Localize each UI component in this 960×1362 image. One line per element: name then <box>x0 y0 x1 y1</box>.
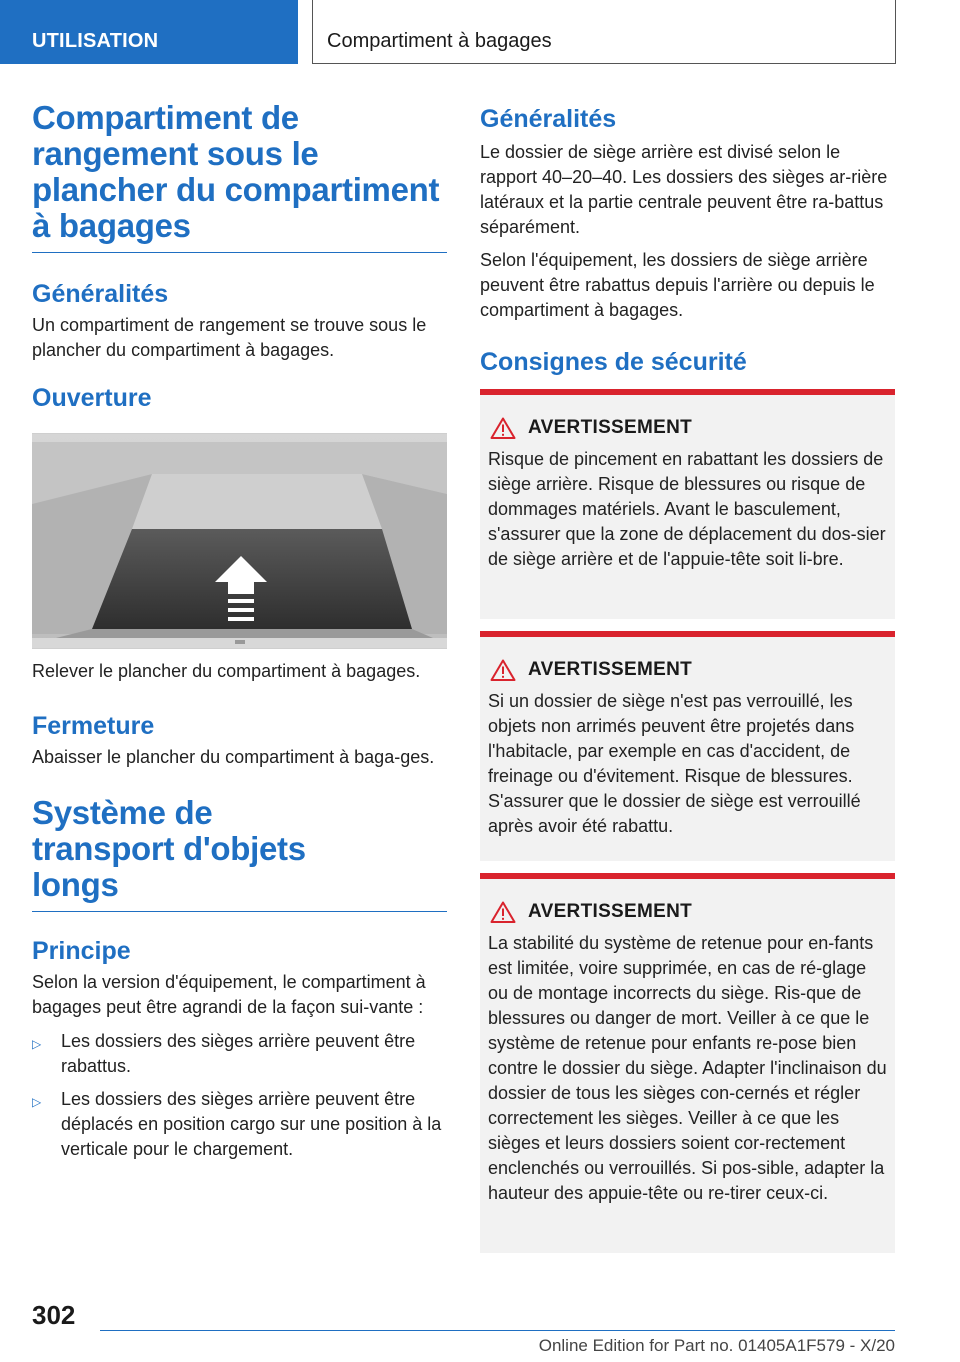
topic-header <box>312 0 896 64</box>
trunk-floor-figure <box>32 433 447 649</box>
bullet-list <box>32 1029 447 1162</box>
warning-triangle-icon <box>490 659 516 681</box>
list-item <box>32 1029 447 1079</box>
right-general-heading: Généralités <box>480 105 617 133</box>
warning-text: Si un dossier de siège n'est pas verrouillé, les objets non arrimés peuvent être projetés dans l'habitacle, par exemple en cas d'accident, de freinage ou d'évitement. Risque de blessures. S'assurer que le dossier de siège est verrouillé après avoir été rabattu. <box>488 691 861 836</box>
title-rule <box>32 252 447 253</box>
principle-text: Selon la version d'équipement, le compartiment à bagages peut être agrandi de la façon sui-vante : <box>32 972 426 1017</box>
warning-title: AVERTISSEMENT <box>528 417 693 438</box>
list-item <box>32 1087 447 1162</box>
principle-heading: Principe <box>32 937 131 965</box>
footer-edition: Online Edition for Part no. 01405A1F579 - X/20 <box>538 1336 895 1355</box>
system-title-rule <box>32 911 447 912</box>
bullet-text: Les dossiers des sièges arrière peuvent être déplacés en position cargo sur une position à la verticale pour le chargement. <box>61 1089 442 1159</box>
warning-triangle-icon <box>490 901 516 923</box>
general-text: Un compartiment de rangement se trouve sous le plancher du compartiment à bagages. <box>32 315 427 360</box>
topic-label: Compartiment à bagages <box>327 30 552 52</box>
page-title: Compartiment de rangement sous le plancher du compartiment à bagages <box>32 99 440 244</box>
bullet-text: Les dossiers des sièges arrière peuvent être rabattus. <box>61 1031 416 1076</box>
section-label: UTILISATION <box>32 30 159 52</box>
page-number: 302 <box>32 1300 76 1330</box>
warning-text: La stabilité du système de retenue pour en-fants est limitée, voire supprimée, en cas de ré-glage ou de montage incorrects du siège. Ris-que de blessures ou danger de mort. Veiller à ce que le système de retenue pour enfants re-pose bien contre le dossier du siège. Adapter l'inclinaison du dossier de tous les sièges con-cernés et régler correctement les sièges. Veiller à ce que les sièges et leurs dossiers soient cor-rectement enclenchés ou verrouillés. Si pos-sible, adapter la hauteur des appuie-tête ou re-tirer ceux-ci. <box>488 933 887 1203</box>
left-column <box>32 100 447 1162</box>
figure-caption: Relever le plancher du compartiment à bagages. <box>32 661 421 681</box>
opening-heading: Ouverture <box>32 384 152 412</box>
closing-heading: Fermeture <box>32 712 155 740</box>
warning-box <box>480 873 895 1253</box>
section-tab <box>0 0 298 64</box>
warning-box <box>480 389 895 619</box>
triangle-bullet-icon: ▷ <box>32 1037 42 1051</box>
warning-title: AVERTISSEMENT <box>528 659 693 680</box>
trunk-floor-illustration <box>32 434 447 649</box>
right-column <box>480 100 895 377</box>
warning-triangle-icon <box>490 417 516 439</box>
right-general-text-1: Le dossier de siège arrière est divisé selon le rapport 40–20–40. Les dossiers des sièges ar-rière latéraux et la partie centrale peuvent être ra-battus séparément. <box>480 142 888 237</box>
triangle-bullet-icon: ▷ <box>32 1095 42 1109</box>
general-heading: Généralités <box>32 280 169 308</box>
system-title: Système de transport d'objets longs <box>32 794 306 903</box>
right-general-text-2: Selon l'équipement, les dossiers de siège arrière peuvent être rabattus depuis l'arrière ou depuis le compartiment à bagages. <box>480 250 875 320</box>
closing-text: Abaisser le plancher du compartiment à baga-ges. <box>32 747 435 767</box>
footer-rule <box>100 1330 895 1331</box>
warning-text: Risque de pincement en rabattant les dossiers de siège arrière. Risque de blessures ou risque de dommages matériels. Avant le basculement, s'assurer que la zone de déplacement du dos-sier de siège arrière et de l'appuie-tête soit li-bre. <box>488 449 886 569</box>
warning-title: AVERTISSEMENT <box>528 901 693 922</box>
warning-box <box>480 631 895 861</box>
safety-heading: Consignes de sécurité <box>480 348 747 376</box>
